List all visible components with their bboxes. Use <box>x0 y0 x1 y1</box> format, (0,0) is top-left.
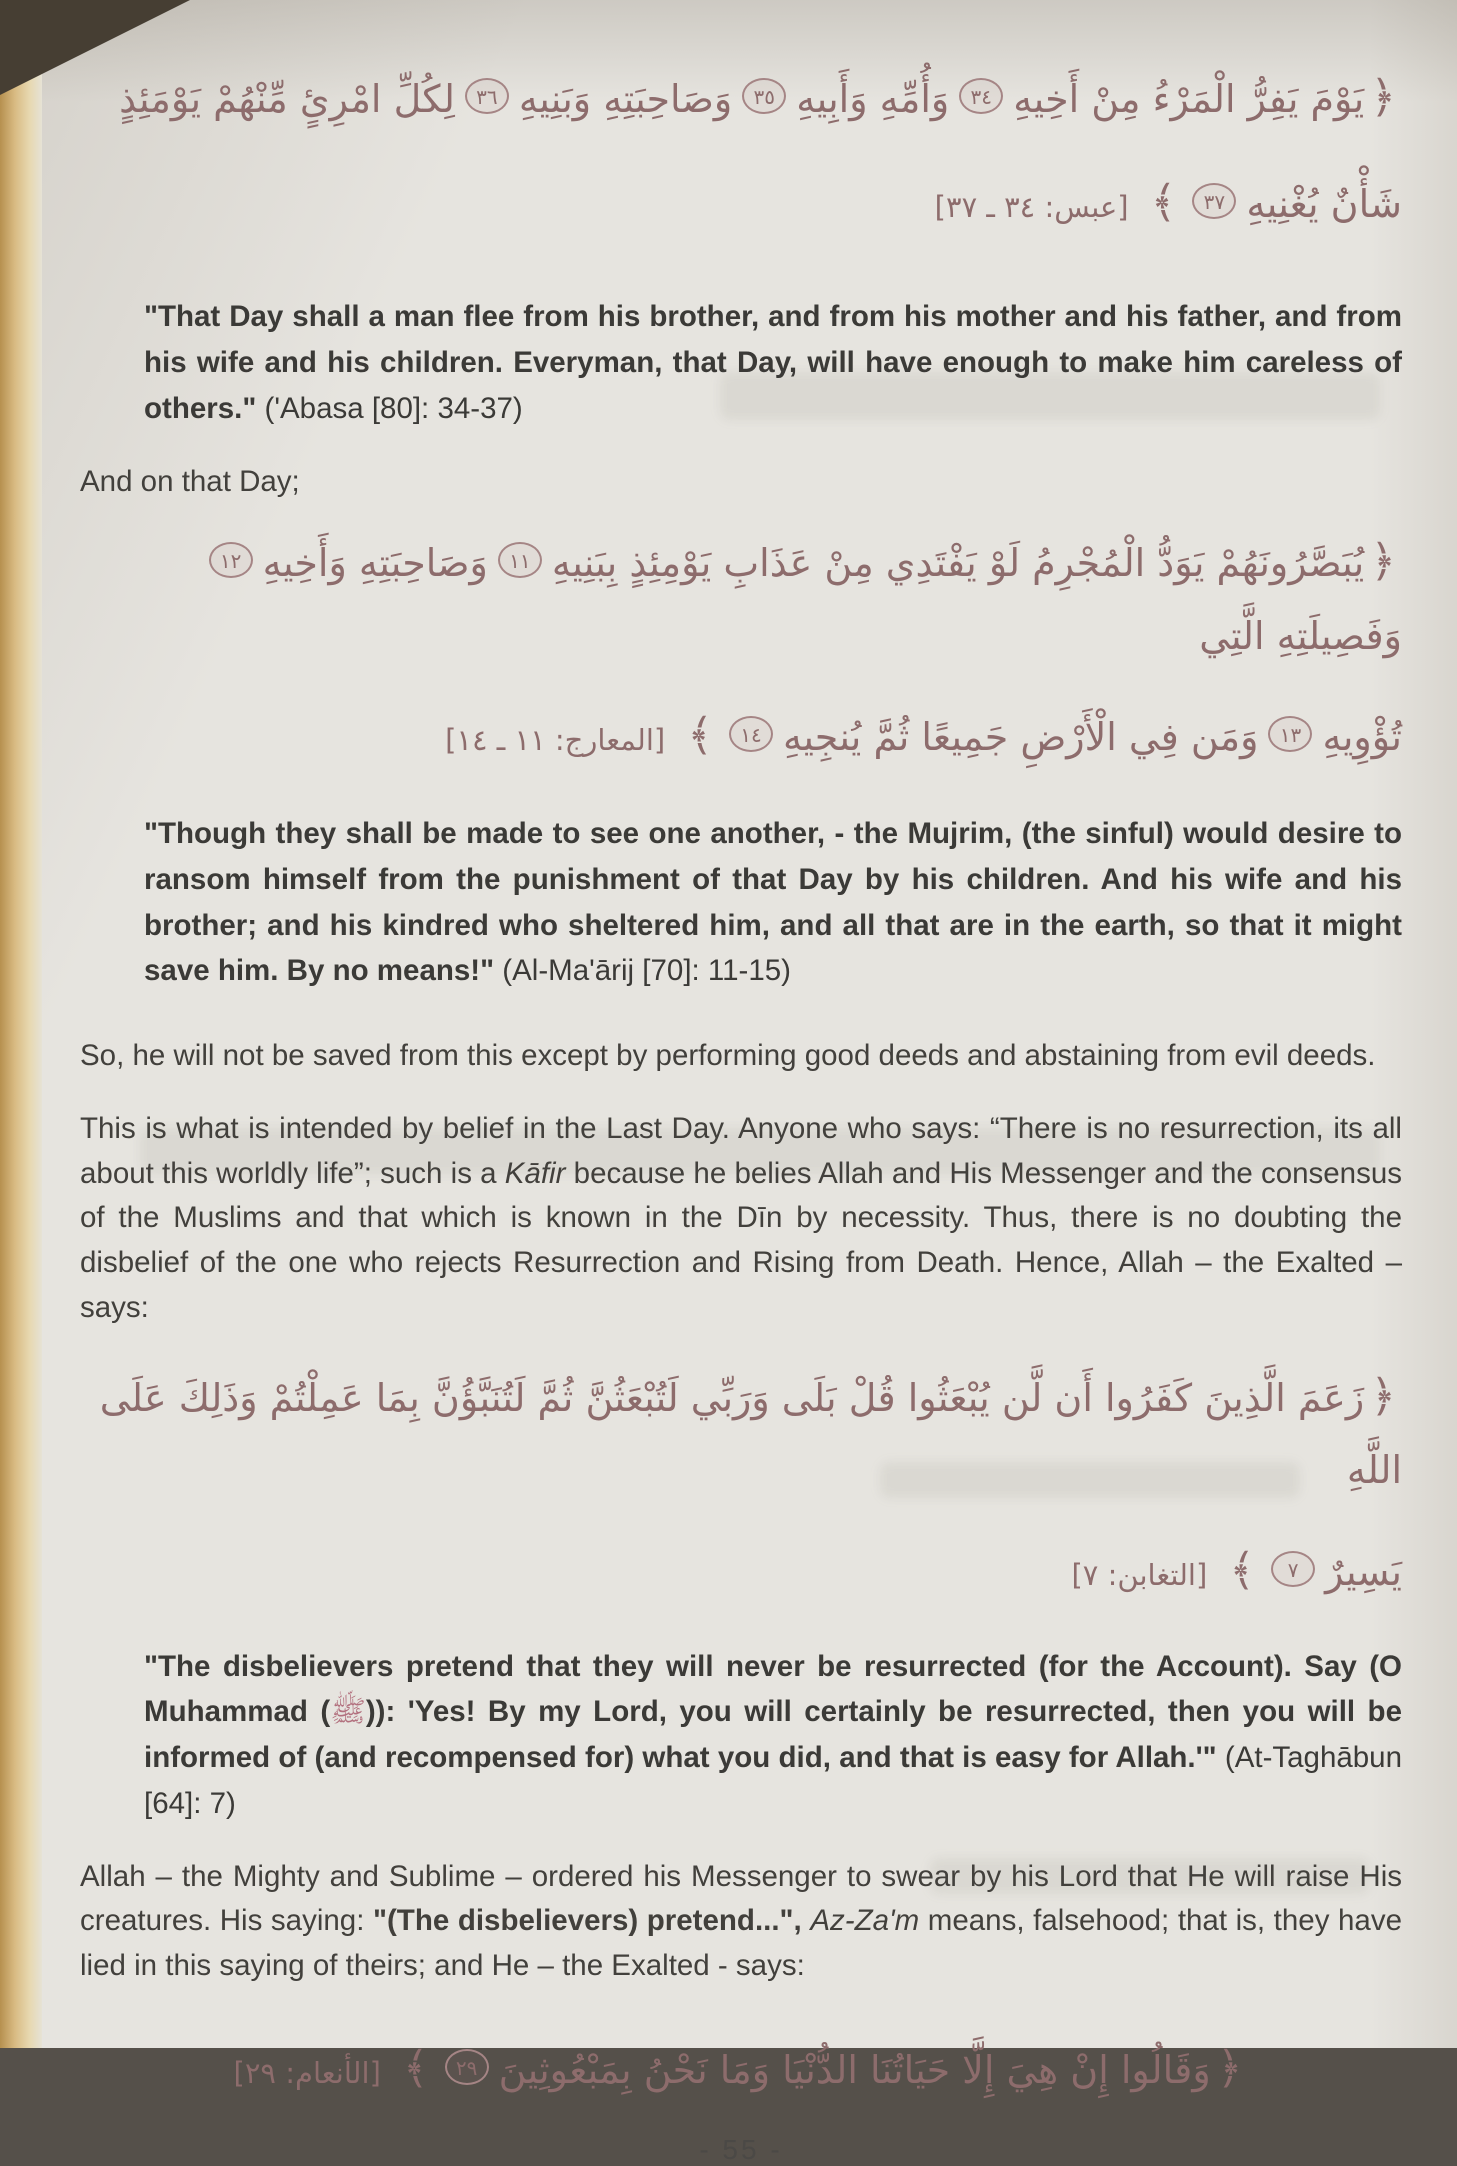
text-segment: Allah – the Mighty and Sublime – ordered his Messenger to swear by his Lord that He will raise His creatures. His saying: <box>80 1859 1402 1938</box>
body-paragraph <box>80 1034 1402 1079</box>
text-segment: Az-Za'm <box>810 1904 920 1938</box>
surah-reference: [الأنعام: ٢٩] <box>233 2056 381 2091</box>
ornate-bracket: ﴿ <box>1370 536 1396 588</box>
text-segment: ('Abasa [80]: 34-37) <box>264 391 523 425</box>
page-number: - 55 - <box>699 2134 783 2166</box>
page-edge-strip <box>0 0 42 2048</box>
text-segment: وَصَاحِبَتِهِ وَأَخِيهِ <box>262 541 488 586</box>
ayah-number-marker: ٣٧ <box>1192 183 1236 219</box>
text-segment: يَوْمَ يَفِرُّ الْمَرْءُ مِنْ أَخِيهِ <box>1013 77 1365 121</box>
text-segment: "The disbelievers pretend that they will never be resurrected (for the Account). Say (O Muhammad ( <box>144 1649 1402 1729</box>
ornate-bracket: ﴾ <box>402 2043 429 2095</box>
text-segment: "Though they shall be made to see one another, - the Mujrim, (the sinful) would desire to ransom himself from the punishment of that Day by his children. And his wife and his brother; and his kindred who sheltered him, and all that are in the earth, so that it might save him. By no means!" <box>144 817 1402 988</box>
ornate-bracket: ﴾ <box>687 709 713 761</box>
text-segment: وَفَصِيلَتِهِ الَّتِي <box>1199 613 1402 658</box>
ayah-number-marker: ١٢ <box>209 542 253 578</box>
ornate-bracket: ﴾ <box>1150 177 1177 229</box>
ayah-number-marker: ١١ <box>498 542 542 578</box>
text-segment: (Al-Ma'ārij [70]: 11-15) <box>502 954 791 988</box>
text-segment: because he belies Allah and His Messenger and the consensus of the Muslims and that which is known in the Dīn by necessity. Thus, there is no doubting the disbelief of the one who rejects Resurrection and Rising from Death. Hence, Allah – the Exalted – says: <box>80 1156 1402 1325</box>
verse-line <box>80 1531 1402 1610</box>
text-segment: وَأُمِّهِ وَأَبِيهِ <box>796 77 950 121</box>
ayah-number-marker: ٧ <box>1271 1551 1315 1587</box>
text-segment: "That Day shall a man flee from his brother, and from his mother and his father, and from his wife and his children. Everyman, that Day, will have enough to make him careless of others." <box>144 300 1402 425</box>
ayah-number-marker: ٣٥ <box>742 78 786 114</box>
body-paragraph <box>80 1107 1402 1331</box>
quran-verse-maarij-11-14 <box>80 522 1402 775</box>
text-segment: Kāfir <box>504 1156 566 1190</box>
ayah-number-marker: ٢٩ <box>445 2049 489 2085</box>
text-segment: This is what is intended by belief in the Last Day. Anyone who says: “There is no resurrection, its all about this worldly life”; such is a <box>80 1111 1402 1190</box>
page-content <box>80 58 1402 2166</box>
ayah-number-marker: ٣٤ <box>959 78 1003 114</box>
text-segment: يُبَصَّرُونَهُمْ يَوَدُّ الْمُجْرِمُ لَوْ يَفْتَدِي مِنْ عَذَابِ يَوْمِئِذٍ بِبَنِيهِ <box>551 541 1365 586</box>
ayah-number-marker: ١٤ <box>729 716 773 752</box>
surah-reference: [عبس: ٣٤ ـ ٣٧] <box>934 190 1129 225</box>
text-segment: )): 'Yes! By my Lord, you will certainly be resurrected, then you will be informed of (and recompensed for) what you did, and that is easy for Allah.'" <box>144 1695 1402 1775</box>
text-segment: يَسِيرٌ <box>1325 1549 1402 1594</box>
quran-verse-abasa-34-37 <box>80 58 1402 242</box>
ayah-number-marker: ٣٦ <box>465 78 509 114</box>
quran-verse-anam-29 <box>80 2029 1402 2108</box>
text-segment: لِكُلِّ امْرِئٍ مِّنْهُمْ يَوْمَئِذٍ <box>119 77 455 121</box>
text-segment: وَمَن فِي الْأَرْضِ جَمِيعًا ثُمَّ يُنجِيهِ <box>782 714 1259 759</box>
text-segment: ﷺ <box>330 1695 366 1729</box>
body-paragraph <box>80 1855 1402 1989</box>
ornate-bracket: ﴿ <box>1216 2043 1243 2095</box>
text-segment: means, falsehood; that is, they have lied in this saying of theirs; and He – the Exalted - says: <box>80 1904 1402 1983</box>
ayah-number-marker: ١٣ <box>1268 716 1312 752</box>
translation-quote-abasa <box>144 294 1402 431</box>
text-segment: تُؤْوِيهِ <box>1322 714 1402 759</box>
translation-quote-maarij <box>144 811 1402 994</box>
verse-line <box>80 58 1402 137</box>
verse-line <box>80 1357 1402 1505</box>
ornate-bracket: ﴾ <box>1229 1544 1256 1596</box>
text-segment: "(The disbelievers) pretend...", <box>372 1904 811 1938</box>
surah-reference: [التغابن: ٧] <box>1071 1557 1208 1592</box>
text-segment: So, he will not be saved from this except by performing good deeds and abstaining from evil deeds. <box>80 1039 1376 1072</box>
connector-text: And on that Day; <box>80 464 300 498</box>
quran-verse-taghabun-7 <box>80 1357 1402 1610</box>
text-segment: (At-Taghābun [64]: 7) <box>144 1741 1402 1820</box>
verse-line <box>80 163 1402 242</box>
text-segment: شَأْنٌ يُغْنِيهِ <box>1246 182 1402 227</box>
ornate-bracket: ﴿ <box>1370 1370 1396 1422</box>
verse-line <box>80 522 1402 670</box>
verse-line <box>80 696 1402 775</box>
text-segment: وَصَاحِبَتِهِ وَبَنِيهِ <box>518 77 733 121</box>
translation-quote-taghabun <box>144 1644 1402 1827</box>
text-segment: زَعَمَ الَّذِينَ كَفَرُوا أَن لَّن يُبْعَثُوا قُلْ بَلَى وَرَبِّي لَتُبْعَثُنَّ ثُمَّ لَتُنَبَّؤُنَّ بِمَا عَمِلْتُمْ وَذَلِكَ عَلَى اللَّهِ <box>99 1375 1402 1493</box>
text-segment: وَقَالُوا إِنْ هِيَ إِلَّا حَيَاتُنَا الدُّنْيَا وَمَا نَحْنُ بِمَبْعُوثِينَ <box>498 2048 1211 2093</box>
surah-reference: [المعارج: ١١ ـ ١٤] <box>445 722 666 757</box>
verse-line <box>80 2029 1402 2108</box>
ornate-bracket: ﴿ <box>1370 72 1396 123</box>
